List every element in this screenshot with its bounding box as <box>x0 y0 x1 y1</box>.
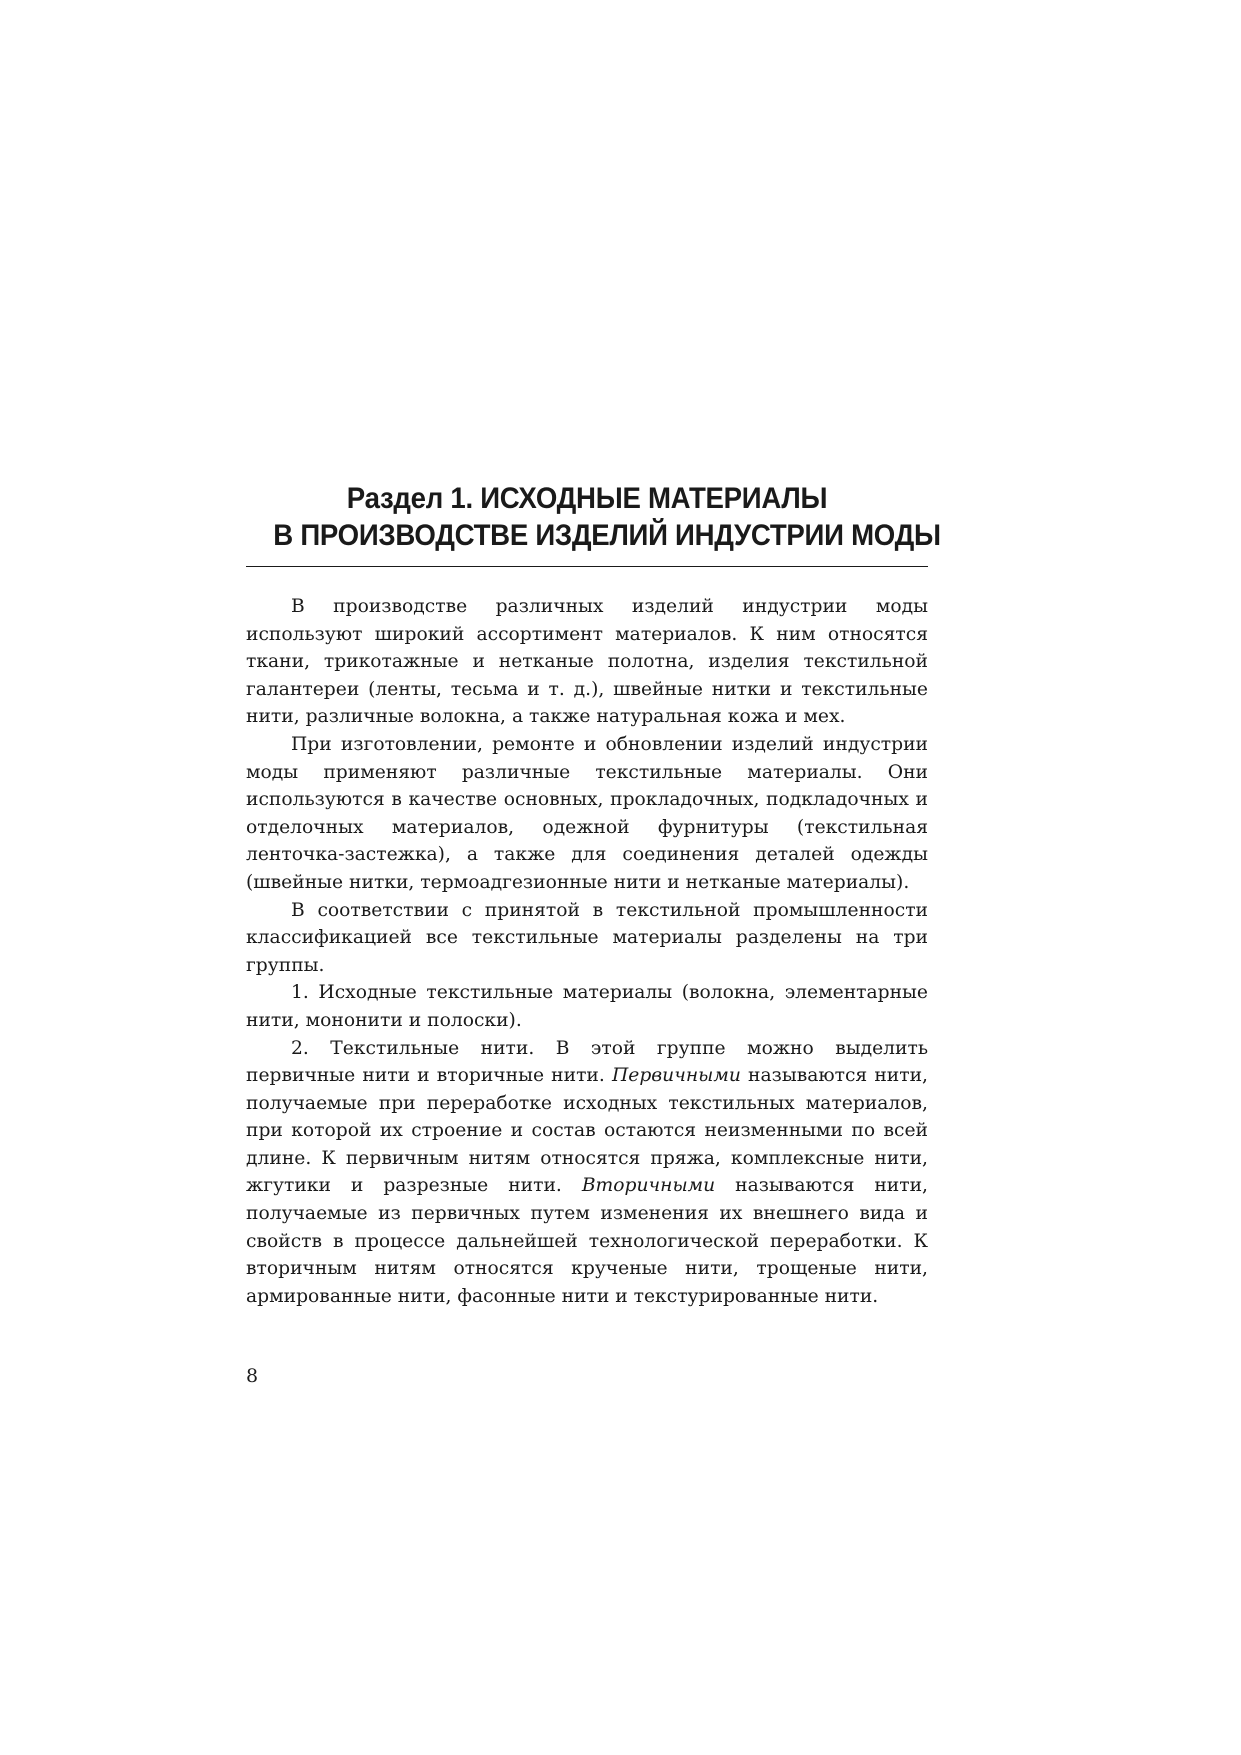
section-title-line-1: Раздел 1. ИСХОДНЫЕ МАТЕРИАЛЫ <box>346 482 828 515</box>
paragraph-3: В соответствии с принятой в текстильной промышленности классификацией все текстильные материалы разделены на три группы. <box>246 899 928 976</box>
paragraph-5 <box>246 1035 928 1311</box>
paragraph-5-part-1: 2. Текстильные нити. В этой группе можно выделить первичные нити и вторичные нити. <box>246 1037 928 1087</box>
paragraph-5-part-3: называются нити, получаемые из первичных путем изменения их внешнего вида и свойств в процессе дальнейшей технологической переработки. К вторичным нитям относятся крученые нити, трощеные нити, армированные нити, фасонные нити и текстурированные нити. <box>246 1175 928 1307</box>
title-divider <box>246 566 928 567</box>
section-title-line-2: В ПРОИЗВОДСТВЕ ИЗДЕЛИЙ ИНДУСТРИИ МОДЫ <box>273 519 941 552</box>
term-secondary: Вторичными <box>581 1175 716 1197</box>
paragraph-4: 1. Исходные текстильные материалы (волокна, элементарные нити, мононити и полоски). <box>246 982 928 1031</box>
page-number: 8 <box>246 1365 259 1387</box>
section-title <box>273 480 941 554</box>
paragraph-1: В производстве различных изделий индустрии моды используют широкий ассортимент материалов. К ним относятся ткани, трикотажные и нетканые полотна, изделия текстильной галантереи (ленты, тесьма и т. д.), швейные нитки и текстильные нити, различные волокна, а также натуральная кожа и мех. <box>246 596 928 728</box>
term-primary: Первичными <box>611 1065 741 1087</box>
page-content <box>246 480 941 1310</box>
paragraph-5-part-2: называются нити, получаемые при переработке исходных текстильных материалов, при которой их строение и состав остаются неизменными по всей длине. К первичным нитям относятся пряжа, комплексные нити, жгутики и разрезные нити. <box>246 1065 928 1197</box>
paragraph-2: При изготовлении, ремонте и обновлении изделий индустрии моды применяют различные текстильные материалы. Они используются в качестве основных, прокладочных, подкладочных и отделочных материалов, одежной фурнитуры (текстильная ленточка-застежка), а также для соединения деталей одежды (швейные нитки, термоадгезионные нити и нетканые материалы). <box>246 733 928 893</box>
body-text <box>246 593 928 1310</box>
